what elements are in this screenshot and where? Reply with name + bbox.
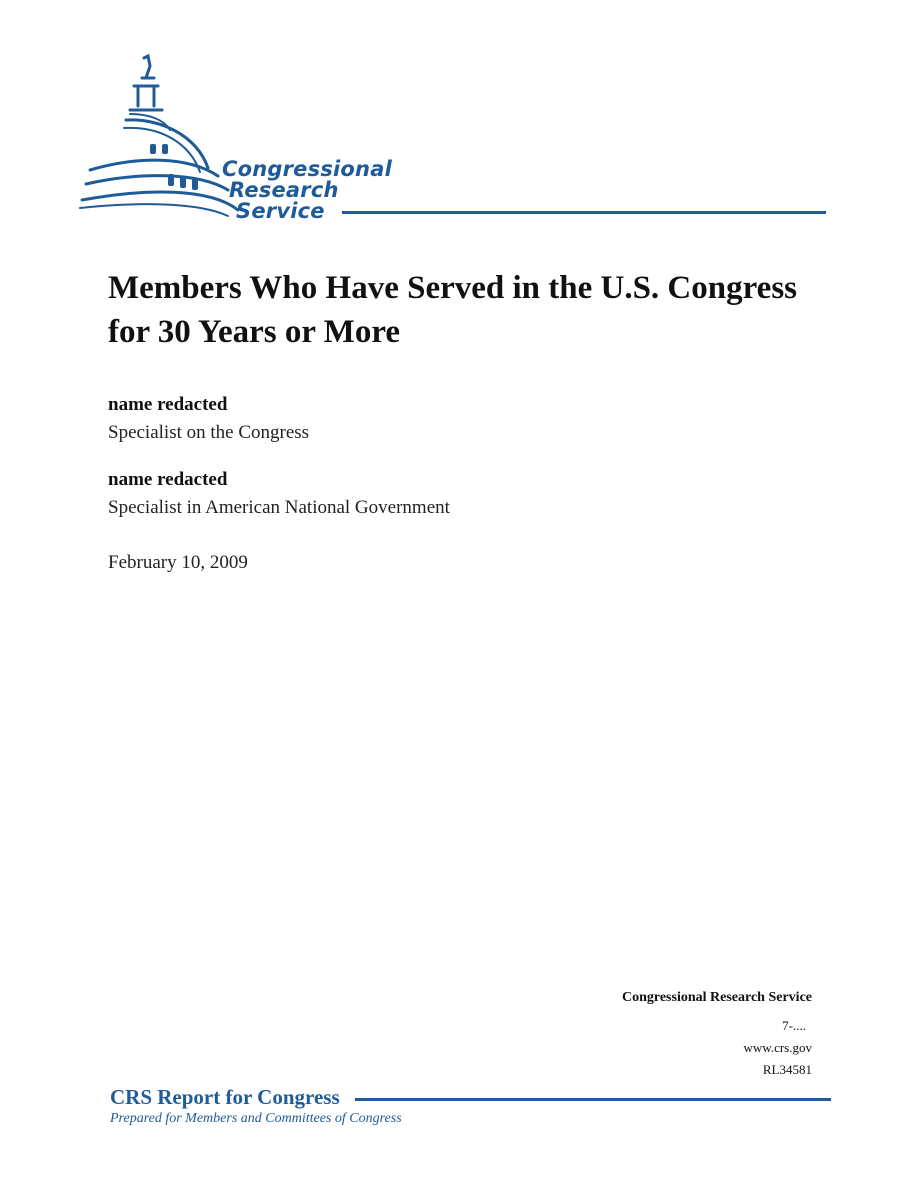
logo-rule <box>342 211 826 214</box>
author-2-name: name redacted <box>108 469 228 490</box>
author-1-role: Specialist on the Congress <box>108 422 310 443</box>
logo-text-service: Service <box>236 199 325 223</box>
crs-report-id: RL34581 <box>762 1062 812 1077</box>
logo-text-research: Research <box>229 178 339 202</box>
logo-text-congressional: Congressional <box>222 157 392 181</box>
crs-name: Congressional Research Service <box>621 990 812 1005</box>
author-2-role: Specialist in American National Government <box>108 497 450 518</box>
footer-rule <box>355 1098 831 1101</box>
author-1-name: name redacted <box>108 394 228 415</box>
report-title: Members Who Have Served in the U.S. Congress for 30 Years or More <box>108 270 798 350</box>
crs-number: 7-.... <box>782 1018 806 1033</box>
footer-subtitle: Prepared for Members and Committees of Congress <box>110 1111 402 1126</box>
footer-title: CRS Report for Congress <box>110 1085 340 1109</box>
report-date: February 10, 2009 <box>108 552 248 573</box>
crs-website: www.crs.gov <box>743 1040 812 1055</box>
